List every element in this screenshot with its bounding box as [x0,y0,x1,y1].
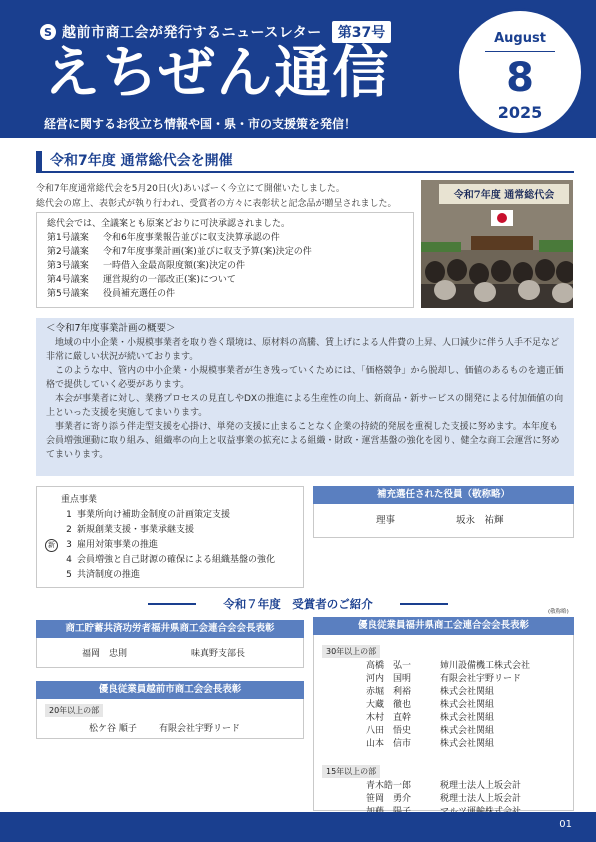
priority-no: 5 [66,570,72,580]
awardee-name: 福岡 忠則 [82,649,128,659]
priority-item [61,508,293,523]
priority-item [61,553,293,568]
awardee-row [366,699,573,712]
header-tagline: 越前市商工会が発行するニュースレター [62,25,322,41]
page-number: 01 [559,819,572,830]
priority-item [61,523,293,538]
priority-item [61,568,293,583]
priority-title: 重点事業 [61,495,98,505]
agenda-no: 第4号議案 [47,275,89,285]
plan-paragraph: 地域の中小企業・小規模事業者を取り巻く環境は、原材料の高騰、賃上げによる人件費の上昇、人口減少に伴う人手不足など非常に厳しい状況が続いております。 [46,338,560,362]
officer-role: 理事 [376,515,396,526]
officer-name: 坂永 祐輝 [456,515,504,526]
award-category: 20年以上の部 [45,704,103,717]
awardee-name: 赤堀 利裕 [366,687,412,697]
priority-text: 会員増強と自己財源の確保による組織基盤の強化 [77,555,276,565]
meeting-intro [36,182,418,212]
awardee-name: 青木皓一郎 [366,781,412,791]
officer-box [313,504,574,538]
agenda-lead: 総代会では、全議案とも原案どおりに可決承認されました。 [47,219,291,229]
issue-number: 第37号 [332,21,391,43]
awardee-row [366,793,573,806]
award-box-prefecture [313,635,574,811]
issue-month: August [494,31,546,46]
awardee-company: 税理士法人上坂会計 [440,781,522,791]
honorific-note: (敬称略) [548,609,569,615]
issue-day: 8 [506,55,534,101]
awardee-company: 株式会社関組 [440,726,495,736]
awardee-company: 株式会社関組 [440,713,495,723]
priority-no: 4 [66,555,72,565]
award-heading-savings: 商工貯蓄共済功労者福井県商工会連合会会長表彰 [36,620,304,638]
issue-year: 2025 [497,103,543,122]
shoko-logo-icon: S [40,24,56,40]
date-divider [485,51,555,52]
priority-text: 雇用対策事業の推進 [77,540,159,550]
awardee-name: 大藏 徹也 [366,700,412,710]
agenda-box [36,212,414,308]
awardee-company: 株式会社関組 [440,687,495,697]
priority-text: 新規創業支援・事業承継支援 [77,525,195,535]
agenda-item [47,273,403,287]
awardee-row [366,660,573,673]
meeting-heading: 令和7年度 通常総代会を開催 [36,151,574,173]
header-subline: 経営に関するお役立ち情報や国・県・市の支援策を発信！ [44,117,357,131]
priority-projects-box [36,486,304,588]
priority-item [48,538,293,553]
priority-text: 事業所向け補助金制度の計画策定支援 [77,510,231,520]
award-group [322,759,573,778]
award-box-savings [36,638,304,668]
agenda-no: 第5号議案 [47,289,89,299]
awardee-row [366,780,573,793]
awardee-name: 八田 悟史 [366,726,412,736]
priority-no: 2 [66,525,72,535]
plan-paragraph: 事業者に寄り添う伴走型支援を心掛け、単発の支援に止まることなく企業の持続的発展を重視した支援に努めます。本年度も会員増強運動に取り組み、組織率の向上と収益事業の拡充による組織・財政・運営基盤の強化を図り、健全な商工会運営に努めてまいります。 [46,422,560,460]
agenda-no: 第1号議案 [47,233,89,243]
plan-paragraph: このような中、管内の中小企業・小規模事業者が生き残っていくためには、「価格競争」から脱却し、価値のあるものを適正価格で提供していく必要があります。 [46,366,564,390]
awardee-name: 木村 直幹 [366,713,412,723]
agenda-text: 一時借入金最高限度額(案)決定の件 [103,261,246,271]
intro-line: 令和7年度通常総代会を5月20日(火)あいぱーく今立にて開催いたしました。 [36,184,345,194]
plan-title: ＜令和7年度事業計画の概要＞ [46,323,176,334]
agenda-no: 第3号議案 [47,261,89,271]
agenda-item [47,245,403,259]
agenda-text: 役員補充選任の件 [103,289,176,299]
awardee-name: 山本 信市 [366,739,412,749]
awardee-row [366,673,573,686]
award-heading-city: 優良従業員越前市商工会会長表彰 [36,681,304,699]
awards-heading: 令和７年度 受賞者のご紹介 [196,595,400,613]
agenda-text: 令和7年度事業計画(案)並びに収支予算(案)決定の件 [103,247,312,257]
awardee-company: 有限会社宇野リード [159,724,241,734]
agenda-item [47,231,403,245]
awardee-name: 河内 国明 [366,674,412,684]
award-category: 15年以上の部 [322,765,380,778]
awardee-company: 姉川設備機工株式会社 [440,661,531,671]
agenda-text: 運営規約の一部改正(案)について [103,275,236,285]
intro-line: 総代会の席上、表彰式が執り行われ、受賞者の方々に表彰状と記念品が贈呈されました。 [36,199,397,209]
awardee-row [366,725,573,738]
awardee-company: 税理士法人上坂会計 [440,794,522,804]
newsletter-title: えちぜん通信 [44,41,391,106]
awardee-affiliation: 味真野支部長 [191,649,246,659]
new-badge-icon: 新 [45,539,58,552]
agenda-text: 令和6年度事業報告並びに収支決算承認の件 [103,233,280,243]
agenda-no: 第2号議案 [47,247,89,257]
awardee-name: 高橋 弘一 [366,661,412,671]
agenda-item [47,287,403,301]
awardee-company: 有限会社宇野リード [440,674,522,684]
header-top-row [40,21,391,43]
plan-paragraph: 本会が事業者に対し、業務プロセスの見直しやDXの推進による生産性の向上、新商品・新サービスの開発による付加価値の向上といった支援を実施してまいります。 [46,394,564,418]
photo-banner-text: 令和7年度 通常総代会 [453,190,555,201]
page-footer [0,812,596,842]
agenda-item [47,259,403,273]
awardee-company: 株式会社関組 [440,739,495,749]
awardee-list [366,660,573,751]
officer-heading: 補充選任された役員（敬称略） [313,486,574,504]
awardee-name: 松ケ谷 順子 [89,724,137,734]
meeting-photo [421,180,573,308]
meeting-photo-illustration [421,180,573,308]
issue-date-badge [456,8,584,136]
priority-no: 1 [66,510,72,520]
awardee-company: 株式会社関組 [440,700,495,710]
awardee-row [366,686,573,699]
business-plan-box [36,318,574,476]
award-heading-prefecture: 優良従業員福井県商工会連合会会長表彰 [313,617,574,635]
priority-text: 共済制度の推進 [77,570,141,580]
priority-no: 3 [66,540,72,550]
awardee-row [366,712,573,725]
awardee-row [366,738,573,751]
awardee-name: 笹岡 勇介 [366,794,412,804]
award-box-city [36,699,304,739]
award-category: 30年以上の部 [322,645,380,658]
